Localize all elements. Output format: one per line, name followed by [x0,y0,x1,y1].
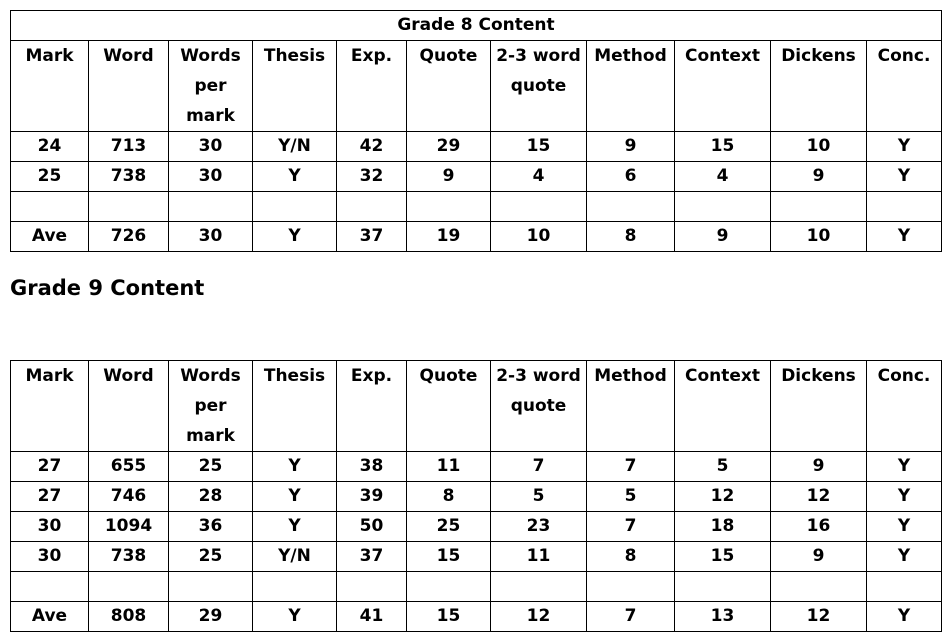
table-row [11,572,942,602]
table-cell: Y [867,542,942,572]
table-row [11,132,942,162]
table-cell: Y [253,482,337,512]
column-header [169,41,253,132]
table-cell: 25 [169,542,253,572]
table-row [11,482,942,512]
table-cell: Y [867,222,942,252]
column-header [867,361,942,452]
table-cell: 24 [11,132,89,162]
table-cell: Y/N [253,542,337,572]
table-cell: 23 [491,512,587,542]
table-cell: 655 [89,452,169,482]
column-header [253,41,337,132]
column-header [407,41,491,132]
table-cell: Y [253,512,337,542]
table-cell [253,192,337,222]
table-cell: 746 [89,482,169,512]
table-row [11,162,942,192]
column-header-label: Context [684,46,760,66]
column-header-label: Mark [25,366,74,386]
grade9-table [10,360,942,632]
table-cell: 15 [675,132,771,162]
table-cell: Y [253,222,337,252]
table-cell [89,572,169,602]
table-cell: 9 [771,162,867,192]
column-header [771,41,867,132]
table-cell: 10 [771,132,867,162]
table-cell: 36 [169,512,253,542]
column-header [89,41,169,132]
column-header-label: Thesis [263,366,326,386]
column-header-label: Method [594,46,667,66]
column-header [11,41,89,132]
column-header [675,361,771,452]
column-header-label: Quote [419,46,478,66]
table-cell: 9 [587,132,675,162]
table-cell [675,192,771,222]
table-cell: 12 [771,482,867,512]
table-cell: 29 [407,132,491,162]
column-header [491,361,587,452]
column-header [169,361,253,452]
table-cell: 15 [675,542,771,572]
table-cell [253,572,337,602]
table-cell: 30 [169,162,253,192]
table-cell: 6 [587,162,675,192]
column-header-label: Dickens [781,366,856,386]
column-header [867,41,942,132]
table-cell: Y [253,162,337,192]
table-cell: 11 [407,452,491,482]
table-cell: 30 [11,542,89,572]
column-header [337,41,407,132]
table-cell: 15 [407,602,491,632]
table-cell [867,192,942,222]
table-cell: 5 [491,482,587,512]
table-cell: Y [253,602,337,632]
column-header-label: Mark [25,46,74,66]
table-cell: Y [867,162,942,192]
table-cell: Y [867,452,942,482]
table-cell: 27 [11,482,89,512]
table-cell: 10 [491,222,587,252]
grade8-header-row [11,41,942,132]
column-header [587,361,675,452]
table-cell: 7 [587,602,675,632]
table-cell [11,572,89,602]
grade8-body [11,132,942,252]
table-cell: Y/N [253,132,337,162]
table-cell: 4 [675,162,771,192]
column-header-label: Thesis [263,46,326,66]
table-cell: 12 [491,602,587,632]
table-cell: 7 [491,452,587,482]
table-cell: 5 [675,452,771,482]
table-cell: 9 [771,542,867,572]
column-header-label: Exp. [350,46,393,66]
column-header [587,41,675,132]
table-row [11,222,942,252]
table-cell [11,192,89,222]
column-header-label: Quote [419,366,478,386]
column-header-label: Words per mark [180,366,241,446]
table-cell: 37 [337,542,407,572]
column-header-label: Exp. [350,366,393,386]
table-cell: Ave [11,602,89,632]
table-cell: 10 [771,222,867,252]
table-cell: Y [867,512,942,542]
table-cell [771,192,867,222]
table-cell: 50 [337,512,407,542]
column-header-label: Word [103,46,154,66]
table-cell [89,192,169,222]
table-row [11,542,942,572]
table-cell: 13 [675,602,771,632]
table-cell: 11 [491,542,587,572]
table-cell: 713 [89,132,169,162]
table-cell [675,572,771,602]
table-cell: 738 [89,162,169,192]
table-cell: 16 [771,512,867,542]
table-cell: 726 [89,222,169,252]
column-header-label: 2-3 word quote [496,46,581,96]
table-cell [169,192,253,222]
table-cell: 25 [169,452,253,482]
column-header-label: 2-3 word quote [496,366,581,416]
column-header [11,361,89,452]
table-cell: 29 [169,602,253,632]
column-header-label: Word [103,366,154,386]
table-cell: 808 [89,602,169,632]
table-cell: 8 [407,482,491,512]
table-cell: 12 [771,602,867,632]
table-cell: 15 [491,132,587,162]
column-header-label: Conc. [877,46,931,66]
table-cell: Y [253,452,337,482]
table-cell [867,572,942,602]
table-cell [587,572,675,602]
column-header [253,361,337,452]
table-cell: 41 [337,602,407,632]
table-row [11,512,942,542]
table-cell: 25 [11,162,89,192]
column-header-label: Context [684,366,760,386]
table-cell: 738 [89,542,169,572]
table-cell: 39 [337,482,407,512]
table-cell [169,572,253,602]
table-cell: 1094 [89,512,169,542]
table-cell: 18 [675,512,771,542]
grade8-title: Grade 8 Content [11,11,942,41]
column-header [491,41,587,132]
column-header-label: Dickens [781,46,856,66]
table-cell [407,572,491,602]
table-cell [491,192,587,222]
column-header [89,361,169,452]
column-header-label: Words per mark [180,46,241,126]
table-cell [587,192,675,222]
grade9-body [11,452,942,632]
table-cell: 8 [587,542,675,572]
table-cell: Y [867,132,942,162]
table-cell: Y [867,602,942,632]
table-cell: 8 [587,222,675,252]
table-cell: 42 [337,132,407,162]
table-cell: 7 [587,512,675,542]
grade8-table [10,10,942,252]
table-cell: 25 [407,512,491,542]
table-cell: 38 [337,452,407,482]
column-header [771,361,867,452]
table-row [11,452,942,482]
table-cell [491,572,587,602]
table-cell: 28 [169,482,253,512]
table-cell [407,192,491,222]
table-cell [337,572,407,602]
table-cell: 30 [169,132,253,162]
table-cell: 12 [675,482,771,512]
table-cell: 30 [11,512,89,542]
table-cell [337,192,407,222]
table-cell: 5 [587,482,675,512]
table-cell: Ave [11,222,89,252]
table-cell: 37 [337,222,407,252]
table-cell: 9 [771,452,867,482]
table-cell [771,572,867,602]
grade9-header-row [11,361,942,452]
grade9-heading: Grade 9 Content [10,276,205,300]
table-cell: 9 [407,162,491,192]
column-header-label: Conc. [877,366,931,386]
column-header [407,361,491,452]
column-header-label: Method [594,366,667,386]
table-cell: 15 [407,542,491,572]
table-cell: 27 [11,452,89,482]
table-cell: Y [867,482,942,512]
table-cell: 4 [491,162,587,192]
table-cell: 19 [407,222,491,252]
column-header [675,41,771,132]
table-cell: 7 [587,452,675,482]
table-cell: 30 [169,222,253,252]
table-cell: 32 [337,162,407,192]
table-row [11,192,942,222]
table-row [11,602,942,632]
table-cell: 9 [675,222,771,252]
column-header [337,361,407,452]
